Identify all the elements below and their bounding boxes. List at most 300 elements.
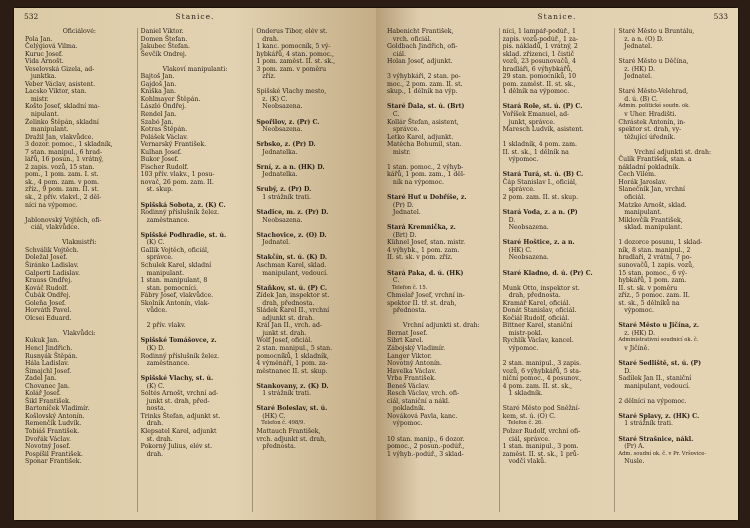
text-line: Mattauch František, xyxy=(256,427,321,435)
text-line xyxy=(503,398,612,406)
text-line: Staré Město u Děčína, xyxy=(618,58,689,66)
text-line: manipulant, vedoucí. xyxy=(256,269,329,277)
text-line: Kukuk Jan. xyxy=(25,337,60,345)
text-line: (Pr) A. xyxy=(618,443,645,451)
text-line xyxy=(387,262,496,270)
text-line: Čelýgiová Vilma. xyxy=(25,43,78,51)
text-line: Vrba František. xyxy=(387,375,436,383)
text-line: C. xyxy=(387,111,400,119)
text-line: Pokorný Julius, elév st. xyxy=(140,443,213,451)
right-page-number: 533 xyxy=(713,12,728,21)
text-line: Goldbach Jindřich, ofi- xyxy=(387,43,458,51)
text-line: nákladní pokladník. xyxy=(618,163,681,171)
text-line: nosta. xyxy=(140,405,166,413)
text-line: Vrchní adjunkti st. drah: xyxy=(634,148,712,156)
text-line: v Uher. Hradišti. xyxy=(618,111,677,119)
text-line: hradláři, 6 výhybkářů, xyxy=(502,65,573,73)
text-line: mistr. xyxy=(25,95,49,103)
text-line: (K) C. xyxy=(140,239,165,247)
text-line: Telefon č. 15. xyxy=(387,284,428,291)
text-line: 1 kanc. pomocník, 5 vý- xyxy=(256,43,331,51)
text-line: Staňkov, st. ú. (P) C. xyxy=(256,284,328,292)
text-line: Bittner Karel, staniční xyxy=(502,322,573,330)
text-line: (Pr) D. xyxy=(387,201,414,209)
text-line xyxy=(618,405,727,413)
text-line: Neobsazena. xyxy=(256,216,303,224)
text-line: Rychlík Václav, kancel. xyxy=(502,337,574,345)
text-line: Staré Město pod Sněžní- xyxy=(502,405,580,413)
text-line xyxy=(25,209,134,217)
text-line xyxy=(503,232,612,240)
right-running-head: Stanice. xyxy=(537,12,577,21)
text-line: pomocníků, 1 skladník, xyxy=(256,352,329,360)
text-line: Administrativní soudnicí ok. č. xyxy=(618,337,699,344)
text-line: Kuruc Josef. xyxy=(25,50,63,58)
text-line: Bartoníček Vladimír. xyxy=(25,405,90,413)
text-line: ciál, správce. xyxy=(502,435,550,443)
text-line: 1 skladník. xyxy=(502,390,543,398)
text-line: 1 stan. manipulant, 8 xyxy=(140,277,208,285)
text-line: manipulant, vedoucí. xyxy=(618,382,691,390)
text-line xyxy=(387,66,496,74)
text-line: Schulek Karel, skladní xyxy=(140,261,212,269)
text-line xyxy=(25,232,134,240)
text-line: Adm. soudní ok. č. v Pr. Vršovice- xyxy=(618,450,707,457)
text-line: 1 výhyb.-podúř., 3 sklad- xyxy=(387,450,464,458)
text-line: Staré Město u Bruntálu, xyxy=(618,28,695,35)
text-line: Resch Václav, vrch. ofi- xyxy=(387,390,460,398)
text-line xyxy=(503,277,612,285)
text-line: 7 stan. manipul., 6 hrad- xyxy=(25,148,103,156)
text-line: Šikl František. xyxy=(25,397,71,405)
text-line: Rusnyák Štěpán. xyxy=(25,352,78,360)
text-line: Lacsko Viktor, stan. xyxy=(25,88,87,96)
text-line: Beneš Václav. xyxy=(387,382,430,390)
text-line: Bajtoš Jan. xyxy=(140,73,175,81)
text-line: Novotný Josef. xyxy=(25,443,71,451)
text-line: 4 pom. zam. II. st. sk., xyxy=(502,382,573,390)
text-line: Veselovská Gizela, ad- xyxy=(25,65,95,73)
text-line: Neobsazena. xyxy=(502,254,549,262)
text-line xyxy=(141,58,250,66)
text-line: Srbsko, z. (Pr) D. xyxy=(256,141,316,149)
text-line: Olcsei Eduard. xyxy=(25,314,72,322)
text-line: Spořilov, z. (Pr) C. xyxy=(256,118,320,126)
text-line: Jakubec Štefan. xyxy=(140,43,190,51)
text-line: Polášek Václav. xyxy=(140,133,188,141)
text-line: Sládek Karel II., vrchní xyxy=(256,307,330,315)
text-line: Stankovany, z. (K) D. xyxy=(256,382,329,390)
text-line: junkt st. drah, před- xyxy=(140,397,210,405)
text-line: Spišské Tomášovce, z. xyxy=(140,337,217,345)
text-line xyxy=(256,398,365,406)
text-line: ník na výpomoc. xyxy=(387,178,444,186)
text-line: novač, 26 pom. zam. II. xyxy=(140,178,214,186)
text-line: Domen Štefan. xyxy=(140,35,188,43)
text-line: Veber Václav, asistent. xyxy=(25,80,96,88)
text-line: Pospíšil František. xyxy=(25,450,83,458)
text-line: Chrástek Antonín, in- xyxy=(618,118,686,126)
text-line: Neobsazena. xyxy=(256,103,303,111)
text-line: Miklovčík František, xyxy=(618,216,683,224)
text-line: Staré Město u Jičína, z. xyxy=(618,322,699,330)
text-line: z. (HK) D. xyxy=(618,329,655,337)
text-line: st. sk., 5 dělníků na xyxy=(618,299,680,307)
text-line: Sadílek Jan II., staniční xyxy=(618,375,692,383)
text-line: Vernarský František. xyxy=(140,141,207,149)
text-line: Jednatel. xyxy=(618,43,653,51)
text-line: ciál. xyxy=(387,50,406,58)
text-line: Jednatelka. xyxy=(256,171,298,179)
text-line xyxy=(387,186,496,194)
text-line: Dvořák Václav. xyxy=(25,435,71,443)
text-line xyxy=(141,224,250,232)
text-line: spektor st. drah, vy- xyxy=(618,126,682,134)
text-line: 1 strážník trati. xyxy=(256,390,311,398)
text-line xyxy=(618,353,727,361)
text-line xyxy=(387,217,496,225)
text-line: Jednatelka. xyxy=(256,148,298,156)
text-line xyxy=(387,428,496,436)
text-line: 1 skladník, 4 pom. zam. xyxy=(502,141,577,149)
text-line: Staré Splavy, z. (HK) C. xyxy=(618,412,700,420)
text-line: Stachovice, z. (O) D. xyxy=(256,231,327,239)
text-line: pis. nákladů, 1 vrátný, 2 xyxy=(502,43,578,51)
text-line: správce. xyxy=(140,254,173,262)
text-line: Goleňa Josef. xyxy=(25,299,67,307)
text-line: Kühnel Josef, stan. mistr. xyxy=(387,239,466,247)
text-line: kářů, 1 pom. zam., 1 děl- xyxy=(387,171,466,179)
text-line: Fischer Rudolf. xyxy=(140,163,189,171)
text-line: niční pomoc., 4 posunov., xyxy=(502,375,582,383)
text-line: Staré Sedliště, st. ú. (P) xyxy=(618,360,702,368)
text-line: skup., 1 dělník na výp. xyxy=(387,88,458,96)
text-line: Jednatel. xyxy=(387,209,421,217)
text-line: Staré Huť u Dobříše, z. xyxy=(387,194,467,202)
text-line: spektor II. tř. st. drah, xyxy=(387,299,457,307)
text-line: Staré Ďala, st. ú. (Brt) xyxy=(387,103,465,111)
text-line: níci na výpomoc. xyxy=(25,201,78,209)
text-line: Sponar František. xyxy=(25,458,82,466)
text-line: Havelka Václav. xyxy=(387,367,437,375)
right-column-3 xyxy=(614,28,730,512)
text-line: Vrchní adjunkti st. drah: xyxy=(402,322,480,330)
text-line: Jednatel. xyxy=(618,73,653,81)
text-line: Spišské Vlachy mesto, xyxy=(256,88,327,96)
text-line: 4 výměnáři, 1 pom. za- xyxy=(256,360,328,368)
text-line xyxy=(256,224,365,232)
text-line: st. skup. xyxy=(140,186,174,194)
text-line: zaměstnance. xyxy=(140,360,190,368)
text-line: Schválik Vojtěch. xyxy=(25,246,79,254)
text-line xyxy=(618,141,727,149)
text-line: C. xyxy=(387,277,400,285)
text-line: Horák Jaroslav. xyxy=(618,178,667,186)
text-line: 1 dozorce posunu, 1 sklad- xyxy=(618,239,703,247)
text-line: Staré Hoštice, z. a n. xyxy=(502,239,575,247)
text-line: 15 stan. pomoc., 6 vý- xyxy=(618,269,688,277)
text-line: Rodinný příslušník želez. xyxy=(140,209,220,217)
text-line: Bernat Josef. xyxy=(387,329,428,337)
text-line xyxy=(387,315,496,323)
text-line: Zábojský Vladimír. xyxy=(387,344,446,352)
text-line: Kováč Rudolf. xyxy=(25,284,69,292)
text-line: Kotras Štěpán. xyxy=(140,126,188,134)
text-line xyxy=(503,96,612,104)
text-line: městnanec II. st. skup. xyxy=(256,367,328,375)
text-line: (K) C. xyxy=(140,382,165,390)
text-line: níci, 1 lampář-podúř., 1 xyxy=(502,28,576,35)
text-line: Staré Město-Velehrad, xyxy=(618,88,689,96)
text-line: Kollár Štefan, asistent, xyxy=(387,118,459,126)
text-line: (HK) C. xyxy=(256,412,286,420)
text-line: Holan Josef, adjunkt. xyxy=(387,58,453,66)
text-line: 103 přív. vlakv., 1 posu- xyxy=(140,171,215,179)
text-line: zříz., 9 pom. zam. II. st. xyxy=(25,186,99,194)
text-line: v Jičíně. xyxy=(618,344,650,352)
text-line: Tobiáš František. xyxy=(25,427,80,435)
text-line: junktka. xyxy=(25,73,57,81)
left-running-head: Stanice. xyxy=(175,12,215,21)
text-line: Jednatel. xyxy=(256,239,291,247)
text-line: z. a n. (O) D. xyxy=(618,35,664,43)
text-line: pom. zaměst. II. st. sk., xyxy=(502,80,576,88)
text-line: Polzer Rudolf, vrchní ofi- xyxy=(502,427,581,435)
left-running-header xyxy=(14,12,376,24)
text-line: Slanečník Jan, vrchní xyxy=(618,186,685,194)
text-line: drah. xyxy=(140,420,164,428)
text-line xyxy=(256,247,365,255)
text-line: d. ú. (B) C. xyxy=(618,95,658,103)
open-book xyxy=(14,8,738,520)
text-line: Stará Role, st. ú. (P) C. xyxy=(502,103,583,111)
text-line: Nováková Pavla, kanc. xyxy=(387,412,458,420)
text-line: Stará Turá, st. ú. (B) C. xyxy=(502,171,584,179)
text-line xyxy=(256,81,365,89)
text-line: Zídek Jan, inspektor st. xyxy=(256,292,330,300)
text-line xyxy=(256,156,365,164)
text-line: drah, přednosta. xyxy=(502,292,561,300)
text-line: 1 pom. zaměst. II. st. sk., xyxy=(256,58,336,66)
text-line: moc., 2 pom. zam. II. st. xyxy=(387,80,463,88)
text-line: Maresch Ludvík, asistent. xyxy=(502,126,584,134)
text-line: Zadel Jan. xyxy=(25,375,57,383)
text-line xyxy=(141,194,250,202)
text-line: II. st. sk. v pom. zříz. xyxy=(387,254,453,262)
text-line: hybkářů, 1 pom. zam. xyxy=(618,277,687,285)
text-line: Voříšek Emanuel, ad- xyxy=(502,111,570,119)
text-line: Kolář Josef. xyxy=(25,390,61,398)
text-line: zapis. vozů-podúř., 1 za- xyxy=(502,35,578,43)
text-line: 1 dělník na výpomoc. xyxy=(502,88,570,96)
text-line: Chmelař Josef, vrchní in- xyxy=(387,292,465,300)
text-line: kem, st. ú. (O) C. xyxy=(502,412,556,420)
text-line: Rodinný příslušník želez. xyxy=(140,352,220,360)
text-line: pom., 1 pom. zam. I. st. xyxy=(25,171,99,179)
text-line: 29 stan. pomocníků, 10 xyxy=(502,73,577,81)
left-column-2 xyxy=(137,28,253,512)
text-line: Čulík František, stan. a xyxy=(618,156,692,164)
text-line: Kniška Jan. xyxy=(140,88,176,96)
text-line: Širánko Ladislav. xyxy=(25,261,79,269)
text-line: Ševčík Ondrej. xyxy=(140,50,187,58)
text-line: 1 strážník trati. xyxy=(618,420,673,428)
text-line: 3 pom. zam. v poměru xyxy=(256,65,327,73)
text-line xyxy=(256,202,365,210)
text-line: st. drah. xyxy=(140,435,173,443)
text-line xyxy=(256,375,365,383)
text-line: Remenčík Ludvík. xyxy=(25,420,82,428)
text-line: výpomoc. xyxy=(618,307,654,315)
text-line: drah, přednosta. xyxy=(256,299,315,307)
text-line: ciál, vlakvůdce. xyxy=(25,224,80,232)
text-line: Habenicht František, xyxy=(387,28,454,35)
text-line: 2 pom. zam. II. st. skup. xyxy=(502,194,579,202)
text-line: Spišské Vlachy, st. ú. xyxy=(140,375,214,383)
text-line: zaměstnance. xyxy=(140,216,190,224)
text-line: Rendel Jan. xyxy=(140,111,177,119)
text-line: vůdce. xyxy=(140,307,168,315)
text-line: 1 strážník trati. xyxy=(256,194,311,202)
text-line: manipulant. xyxy=(618,209,662,217)
text-line: zříz. xyxy=(256,73,276,81)
left-page xyxy=(14,8,376,520)
text-line xyxy=(387,96,496,104)
text-line: správce. xyxy=(502,186,535,194)
text-line xyxy=(618,51,727,59)
left-column-3 xyxy=(252,28,368,512)
text-line xyxy=(503,134,612,142)
text-line: těžující úředník. xyxy=(618,133,676,141)
text-line: Stará Voda, z. a n. (P) xyxy=(502,209,578,217)
right-columns xyxy=(384,28,730,512)
text-line: manipulant. xyxy=(140,269,185,277)
text-line: Soltés Arnošt, vrchní ad- xyxy=(140,390,219,398)
text-line: Stará Kremnička, z. xyxy=(387,224,456,232)
text-line: sunovačů, 1 zapis. vozů, xyxy=(618,261,695,269)
text-line xyxy=(503,164,612,172)
text-line: Horváth Pavel. xyxy=(25,307,72,315)
text-line: stan. pomocníci. xyxy=(140,284,198,292)
text-line: Munk Otto, inspektor st. xyxy=(502,284,580,292)
text-line: výpomoc. xyxy=(502,344,539,352)
text-line: ník, 8 stan. manipul., 2 xyxy=(618,246,691,254)
text-line xyxy=(503,202,612,210)
left-column-1 xyxy=(22,28,137,512)
text-line: ciál, staniční a nákl. xyxy=(387,397,450,405)
text-line: výpomoc. xyxy=(387,420,423,428)
text-line: Letko Karel, adjunkt. xyxy=(387,133,454,141)
text-line xyxy=(256,111,365,119)
text-line: 1 stan. manipul., 3 pom. xyxy=(502,443,579,451)
text-line: Admin. politické soudn. ok. xyxy=(618,103,690,110)
text-line: Chovanec Jan. xyxy=(25,382,70,390)
text-line: 4 výhybk., 1 pom. zam. xyxy=(387,246,460,254)
text-line: přednosta. xyxy=(387,307,427,315)
text-line: Dražil Jan, vlakvůdce. xyxy=(25,133,94,141)
text-line: Kulhan Josef. xyxy=(140,148,182,156)
text-line: Daniel Viktor. xyxy=(140,28,184,35)
text-line: Matzke Arnošt, sklad. xyxy=(618,201,687,209)
text-line: z. (HK) D. xyxy=(618,65,655,73)
text-line xyxy=(618,390,727,398)
text-line: Jablonovský Vojtěch, ofi- xyxy=(25,216,102,224)
text-line: vodčí vlaků. xyxy=(502,458,547,466)
text-line: správce. xyxy=(387,126,420,134)
text-line: Skolník Antonín, vlak- xyxy=(140,299,210,307)
text-line: Langer Viktor. xyxy=(387,352,432,360)
text-line: 2 dělníci na výpomoc. xyxy=(618,397,687,405)
text-line: Šimajchl Josef. xyxy=(25,367,72,375)
text-line: Srní, z. a n. (HK) D. xyxy=(256,163,325,171)
text-line: Stakčín, st. ú. (K) D. xyxy=(256,254,328,262)
text-line xyxy=(141,330,250,338)
text-line: hradlaři, 2 vrátní, 7 po- xyxy=(618,254,692,262)
text-line: László Ondřej. xyxy=(140,103,187,111)
text-line: Donát Stanislav, oficiál. xyxy=(502,307,577,315)
text-line: Oficiálové: xyxy=(62,28,96,35)
text-line: Gajdoš Jan. xyxy=(140,80,177,88)
text-line: zaměst. II. st. sk., 1 prů- xyxy=(502,450,579,458)
text-line: zříz., 5 pomoc. zam. II. xyxy=(618,292,690,300)
text-line: oficiál. xyxy=(618,194,646,202)
text-line: Telefon č. 498/9. xyxy=(256,420,305,427)
text-line: Doležal Josef. xyxy=(25,254,68,262)
text-line: Wolf Josef, oficiál. xyxy=(256,337,313,345)
text-line: Staré Strašnice, nákl. xyxy=(618,435,694,443)
text-line: z. (K) C. xyxy=(256,95,288,103)
text-line: Kočiál Rudolf, oficiál. xyxy=(502,314,570,322)
text-line: nipulant. xyxy=(25,111,59,119)
text-line: Neobsazena. xyxy=(502,224,549,232)
text-line: vozů, 23 posunovačů, 4 xyxy=(502,58,576,66)
text-line: 2 stan. manipul., 5 stan. xyxy=(256,344,333,352)
text-line: pomoc., 2 posun.-podúř., xyxy=(387,443,465,451)
text-line: D. xyxy=(502,216,516,224)
text-line: Galperti Ladislav. xyxy=(25,269,80,277)
text-line: vozů, 6 výhybkářů, 5 sta- xyxy=(502,367,582,375)
text-line: Nusle. xyxy=(618,458,645,466)
text-line: sk., 4 pom. zam. v pom. xyxy=(25,178,99,186)
text-line: manipulant. xyxy=(25,126,69,134)
text-line: Trinks Štefan, adjunkt st. xyxy=(140,412,221,420)
right-column-1 xyxy=(384,28,499,512)
text-line: Staré Kladno, d. ú. (Pr) C. xyxy=(502,269,593,277)
text-line: Telefon č. 26. xyxy=(502,420,543,427)
text-line: Čáp Stanislav I., oficiál, xyxy=(502,178,577,186)
text-line: 2 zapis. vozů, 15 stan. xyxy=(25,163,95,171)
text-line: Vida Arnošt. xyxy=(25,58,64,66)
text-line xyxy=(256,134,365,142)
text-line: sklad. zřízenci, 1 čistič xyxy=(502,50,575,58)
text-line xyxy=(503,262,612,270)
text-line: Spišská Sobota, z. (K) C. xyxy=(140,201,226,209)
text-line: Onderus Tibor, elév st. xyxy=(256,28,328,35)
text-line: junkt st. drah. xyxy=(256,329,307,337)
text-line: Krauss Ondřej. xyxy=(25,277,73,285)
text-line xyxy=(503,353,612,361)
text-line: pokladník. xyxy=(387,405,426,413)
text-line: sklad. manipulant. xyxy=(618,224,683,232)
text-line xyxy=(618,315,727,323)
text-line: Hála Ladislav. xyxy=(25,360,70,368)
text-line xyxy=(141,368,250,376)
text-line: Čubák Ondřej. xyxy=(25,292,71,300)
text-line: Matěcha Bohumil, stan. xyxy=(387,141,462,149)
text-line: 3 výhybkáři, 2 stan. po- xyxy=(387,73,461,81)
text-line: (HK) C. xyxy=(502,246,532,254)
text-line: D. xyxy=(618,367,631,375)
